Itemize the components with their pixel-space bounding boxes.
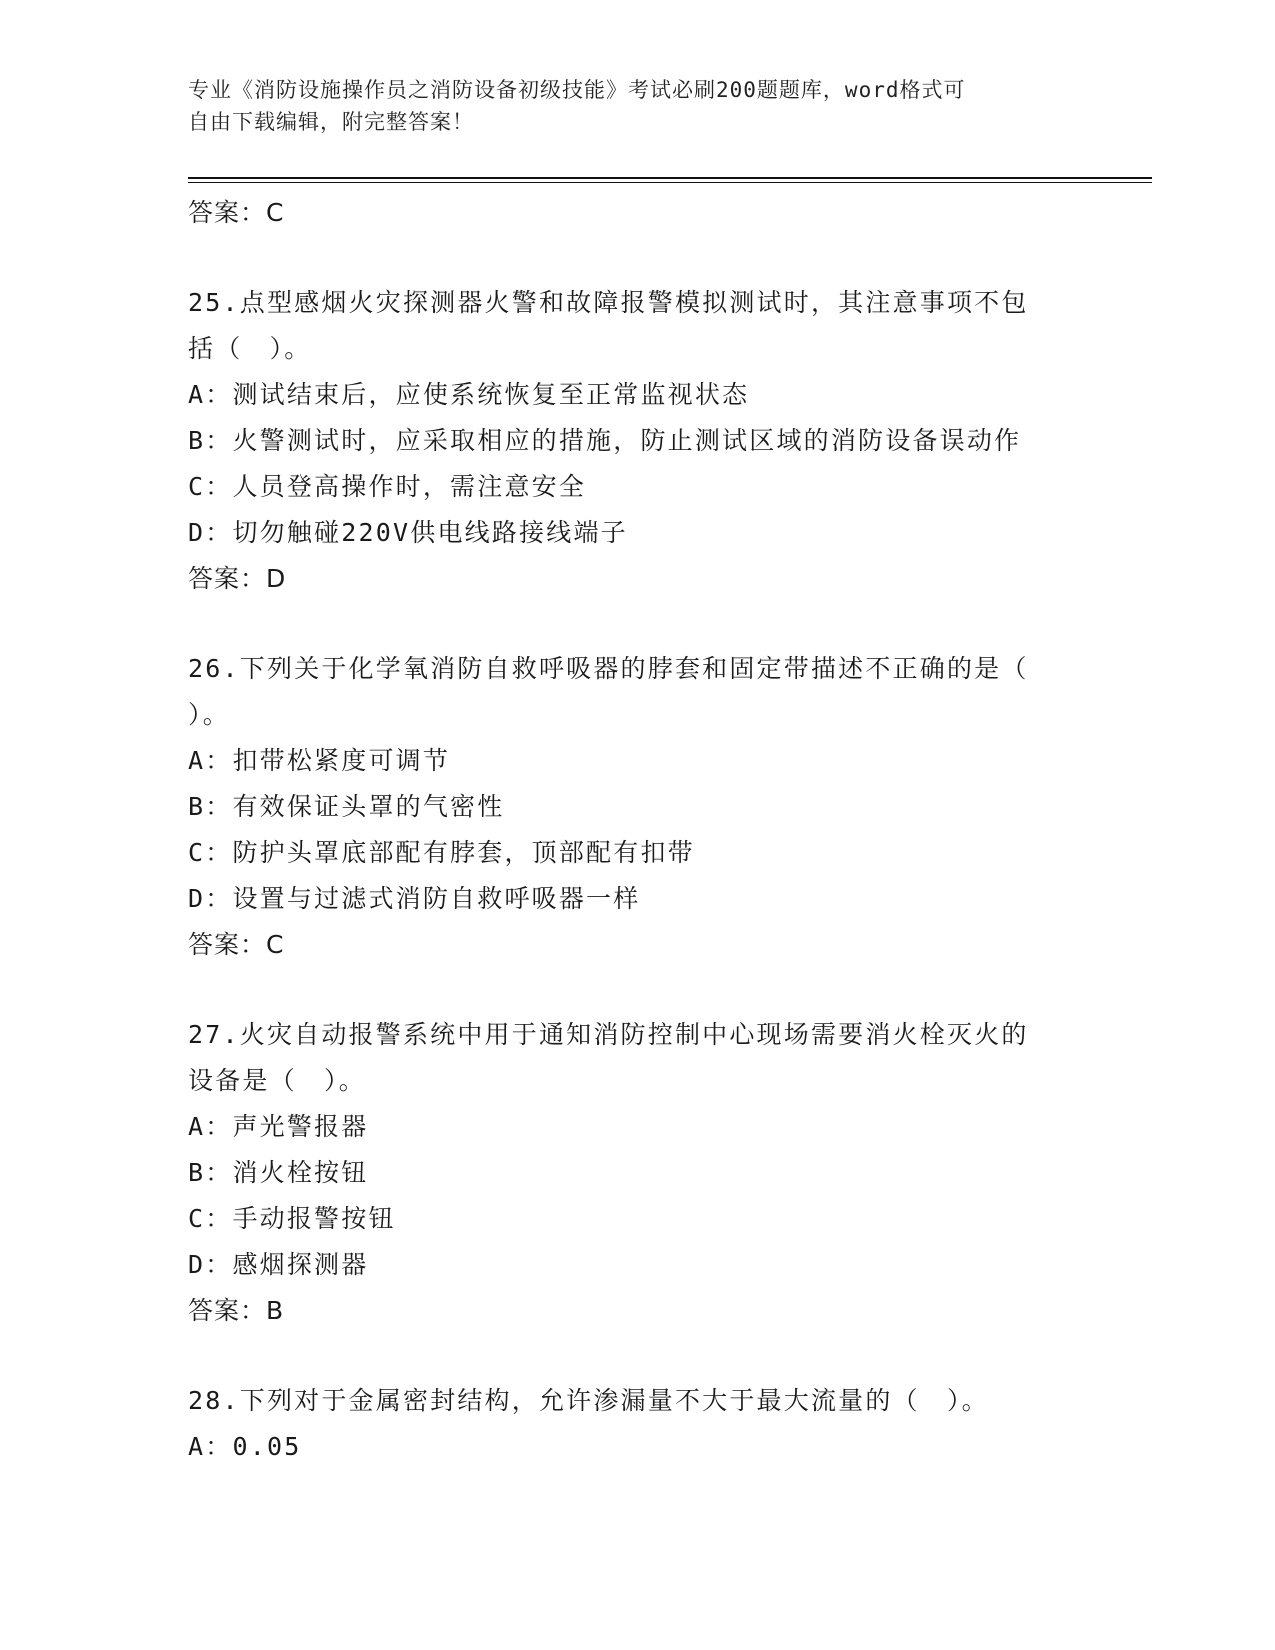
option-a: A：0.05 [188, 1432, 302, 1461]
answer: 答案：B [188, 1296, 285, 1325]
header-line-2: 自由下载编辑，附完整答案！ [188, 110, 474, 134]
option-c: C：手动报警按钮 [188, 1204, 396, 1233]
option-a: A：声光警报器 [188, 1112, 369, 1141]
question-stem: 25.点型感烟火灾探测器火警和故障报警模拟测试时，其注意事项不包 [188, 288, 1029, 317]
question-stem: 28.下列对于金属密封结构，允许渗漏量不大于最大流量的（ ）。 [188, 1386, 989, 1415]
question-28 [188, 1378, 1088, 1470]
answer: 答案：D [188, 564, 287, 593]
document-header [188, 74, 1068, 138]
option-d: D：切勿触碰220V供电线路接线端子 [188, 518, 628, 547]
option-a: A：测试结束后，应使系统恢复至正常监视状态 [188, 380, 750, 409]
question-list [188, 190, 1088, 1470]
previous-answer: 答案：C [188, 198, 285, 227]
header-divider-thick [188, 177, 1152, 179]
option-a: A：扣带松紧度可调节 [188, 746, 451, 775]
option-c: C：人员登高操作时，需注意安全 [188, 472, 587, 501]
option-d: D：感烟探测器 [188, 1250, 369, 1279]
answer: 答案：C [188, 930, 285, 959]
option-b: B：火警测试时，应采取相应的措施，防止测试区域的消防设备误动作 [188, 426, 1022, 455]
option-c: C：防护头罩底部配有脖套，顶部配有扣带 [188, 838, 695, 867]
question-26 [188, 646, 1088, 968]
question-stem-continued: ）。 [188, 700, 230, 729]
header-line-1: 专业《消防设施操作员之消防设备初级技能》考试必刷200题题库，word格式可 [188, 78, 966, 102]
question-25 [188, 280, 1088, 602]
option-b: B：消火栓按钮 [188, 1158, 369, 1187]
option-d: D：设置与过滤式消防自救呼吸器一样 [188, 884, 641, 913]
option-b: B：有效保证头罩的气密性 [188, 792, 505, 821]
question-27 [188, 1012, 1088, 1334]
question-stem-continued: 设备是（ ）。 [188, 1066, 366, 1095]
header-divider-thin [188, 182, 1152, 183]
question-stem: 27.火灾自动报警系统中用于通知消防控制中心现场需要消火栓灭火的 [188, 1020, 1029, 1049]
question-stem: 26.下列关于化学氧消防自救呼吸器的脖套和固定带描述不正确的是（ [188, 654, 1029, 683]
question-stem-continued: 括（ ）。 [188, 334, 312, 363]
